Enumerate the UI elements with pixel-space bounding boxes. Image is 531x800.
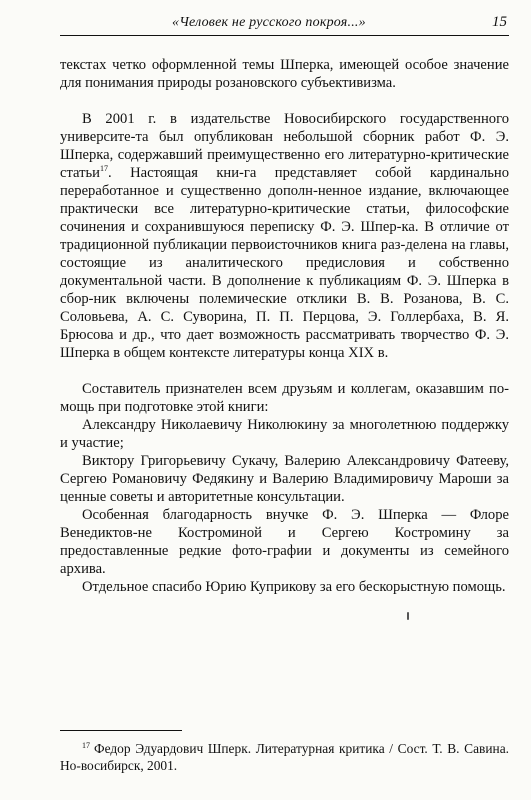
footnote-divider xyxy=(60,730,182,731)
footnote-reference: 17 xyxy=(99,164,108,173)
footnote: $^{17}$ Федор Эдуардович Шперк. Литературная критика / Сост. Т. В. Савина. Но-восибирск, 2001. xyxy=(60,741,509,773)
page-number: 15 xyxy=(492,14,507,30)
footnote-marker: 17 xyxy=(82,741,90,750)
scan-speck xyxy=(407,612,409,620)
paragraph-continuation: текстах четко оформленной темы Шперка, имеющей особое значение для понимания природы розановского субъективизма. xyxy=(60,57,509,91)
paragraph-thanks-family: Особенная благодарность внучке Ф. Э. Шперка — Флоре Венедиктов-не Костроминой и Сергею Костромину за предоставленные редкие фото-графии и документы из семейного архива. xyxy=(60,507,509,577)
paragraph-thanks-nikolyukin: Александру Николаевичу Николюкину за многолетнюю поддержку и участие; xyxy=(60,417,509,451)
running-header xyxy=(60,13,509,36)
main-text xyxy=(60,56,509,596)
paragraph-acknowledgements-intro: Составитель признателен всем друзьям и коллегам, оказавшим по-мощь при подготовке этой книги: xyxy=(60,381,509,415)
paragraph-thanks-colleagues: Виктору Григорьевичу Сукачу, Валерию Александровичу Фатееву, Сергею Романовичу Федякину и Валерию Владимировичу Мароши за ценные советы и авторитетные консультации. xyxy=(60,453,509,505)
paragraph-2001-edition: В 2001 г. в издательстве Новосибирского государственного университе-та был опубликован небольшой сборник работ Ф. Э. Шперка, содержавший преимущественно его литературно-критические статьи$^{17}$. Настоящая кни-га представляет собой кардинально переработанное и существенно дополн-ненное издание, включающее практически все литературно-критические статьи, философские сочинения и сохранившуюся переписку Ф. Э. Шпер-ка. В отличие от традиционной публикации первоисточников книга раз-делена на главы, состоящие из аналитического предисловия и собственно документальной части. В дополнение к публикациям Ф. Э. Шперка в сбор-ник включены полемические отклики В. В. Розанова, В. С. Соловьева, А. С. Суворина, П. П. Перцова, Э. Голлербаха, В. Я. Брюсова и др., что дает возможность рассматривать творчество Ф. Э. Шперка в общем контексте литературы конца XIX в. xyxy=(60,111,510,361)
paragraph-thanks-kuprikov: Отдельное спасибо Юрию Куприкову за его бескорыстную помощь. xyxy=(82,579,506,595)
running-title: «Человек не русского покроя...» xyxy=(172,15,366,30)
